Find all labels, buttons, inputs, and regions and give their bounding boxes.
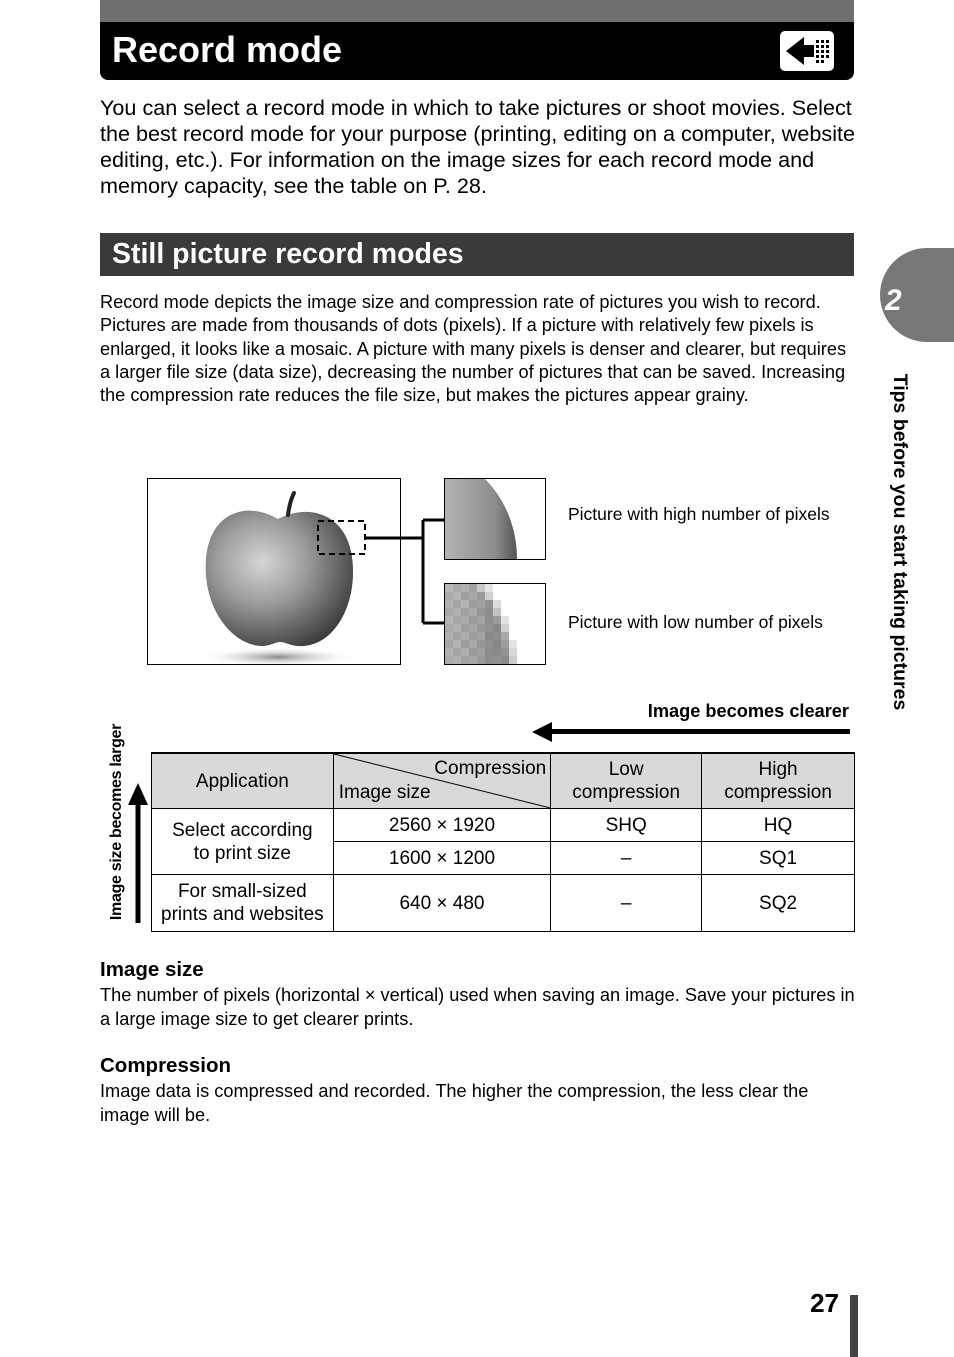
header-low-line2: compression bbox=[572, 782, 681, 803]
header-application: Application bbox=[152, 753, 334, 809]
header-high-compression bbox=[702, 753, 855, 809]
application-small-sized-line1: For small-sized bbox=[177, 881, 307, 902]
size-cell: 640 × 480 bbox=[333, 875, 550, 932]
record-mode-table bbox=[151, 752, 855, 932]
section-paragraph-2: Pictures are made from thousands of dots (pixels). If a picture with relatively few pixels is enlarged, it looks like a mosaic. A picture with many pixels is denser and clearer, but requires a larger file size (data size), decreasing the number of pictures that can be saved. Increasing the compression rate reduces the file size, but makes the pictures appear grainy. bbox=[100, 315, 847, 406]
header-low-compression bbox=[551, 753, 702, 809]
up-arrow-icon bbox=[126, 783, 150, 923]
header-low-line1: Low bbox=[608, 759, 644, 780]
high-mode-cell: SQ2 bbox=[702, 875, 855, 932]
application-print-size bbox=[152, 809, 334, 875]
compression-heading: Compression bbox=[100, 1054, 231, 1077]
high-pixel-label: Picture with high number of pixels bbox=[568, 504, 830, 524]
chapter-title: Tips before you start taking pictures bbox=[889, 373, 911, 711]
table-row bbox=[152, 875, 855, 932]
table-header-row bbox=[152, 753, 855, 809]
record-mode-icon bbox=[780, 31, 834, 71]
high-mode-cell: HQ bbox=[702, 809, 855, 842]
low-mode-cell: SHQ bbox=[551, 809, 702, 842]
application-small-sized-line2: prints and websites bbox=[161, 904, 324, 925]
larger-arrow-label: Image size becomes larger bbox=[108, 723, 125, 921]
low-pixel-thumbnail bbox=[444, 583, 546, 665]
application-print-size-line1: Select according bbox=[172, 819, 313, 841]
title-bar bbox=[100, 0, 854, 80]
title-bar-top-strip bbox=[100, 0, 854, 22]
size-cell: 1600 × 1200 bbox=[333, 842, 550, 875]
clearer-arrow-label: Image becomes clearer bbox=[647, 701, 849, 721]
section-title: Still picture record modes bbox=[112, 238, 464, 270]
high-mode-cell: SQ1 bbox=[702, 842, 855, 875]
page-number: 27 bbox=[810, 1288, 839, 1318]
intro-paragraph: You can select a record mode in which to take pictures or shoot movies. Select the best record mode for your purpose (printing, editing on a computer, website editing, etc.). For information on the image sizes for each record mode and memory capacity, see the table on P. 28. bbox=[100, 95, 856, 198]
size-cell: 2560 × 1920 bbox=[333, 809, 550, 842]
section-paragraph-1: Record mode depicts the image size and compression rate of pictures you wish to record. bbox=[100, 292, 821, 312]
compression-text: Image data is compressed and recorded. The higher the compression, the less clear the image will be. bbox=[100, 1081, 809, 1125]
left-arrow-icon bbox=[532, 720, 850, 744]
high-pixel-thumbnail bbox=[444, 478, 546, 560]
page-title: Record mode bbox=[112, 29, 343, 70]
connector-lines bbox=[365, 515, 450, 630]
header-image-size: Image size bbox=[338, 782, 431, 803]
application-print-size-line2: to print size bbox=[193, 842, 291, 864]
page-edge-bar bbox=[850, 1295, 858, 1357]
chapter-number: 2 bbox=[885, 284, 902, 317]
image-size-heading: Image size bbox=[100, 958, 204, 981]
header-high-line1: High bbox=[758, 759, 798, 780]
low-mode-cell: – bbox=[551, 875, 702, 932]
table-row bbox=[152, 809, 855, 842]
header-diagonal-cell bbox=[333, 753, 550, 809]
low-pixel-label: Picture with low number of pixels bbox=[568, 612, 823, 632]
apple-photo bbox=[147, 478, 401, 665]
header-high-line2: compression bbox=[724, 782, 832, 803]
image-size-text: The number of pixels (horizontal × vertical) used when saving an image. Save your pictures in a large image size to get clearer prints. bbox=[100, 985, 855, 1029]
section-body bbox=[100, 291, 860, 407]
section-header bbox=[100, 233, 854, 276]
header-compression: Compression bbox=[434, 758, 547, 779]
low-mode-cell: – bbox=[551, 842, 702, 875]
application-small-sized bbox=[152, 875, 334, 932]
